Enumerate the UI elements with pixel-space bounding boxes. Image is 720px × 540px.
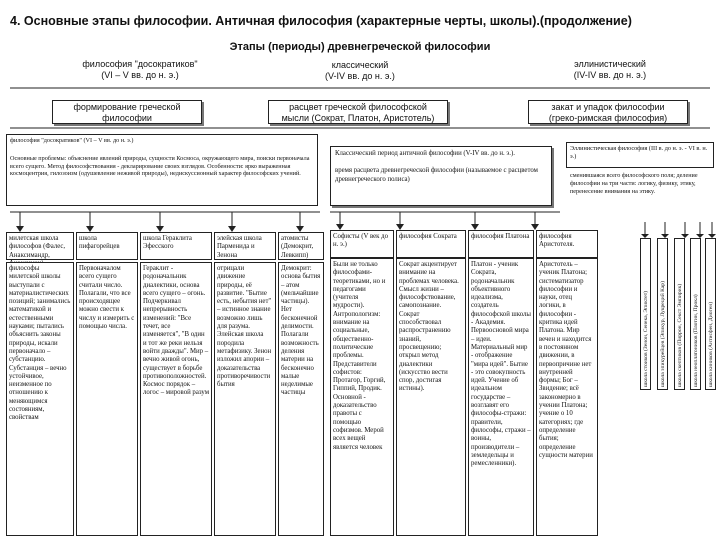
classic-name-sophists: Софисты (V век до н. э.)	[330, 230, 394, 258]
school-desc-eleatics: отрицали движение природы, её развитие. "Бытие есть, небытия нет" – истинное знание возможно лишь для разума. Элейская школа породила метафизику. Зенон изложил апории – доказательства противоречивости бытия	[214, 262, 276, 536]
hellenistic-school-2	[657, 238, 668, 390]
classic-heading: Классический период античной философии (V-IV вв. до н. э.).	[335, 150, 515, 157]
classic-desc-sophists: Были не только философами-теоретиками, но и педагогами (учителя мудрости). Антропологизм: внимание на социальные, общественно-политические проблемы. Представители софистов: Протагор, Горгий, Гиппий, Продик. Основной - доказательство правоты с помощью софизмов. Мерой всех вещей является человек	[330, 258, 394, 536]
presocratic-text: Основные проблемы: объяснение явлений природы, сущности Космоса, окружающего мира, поиски первоначала всего сущего. Метод философствования - декларирование своих взглядов. Особенности: ярко выраженная космоцентрия, гилозоизм (одушевление неживой природы), недискуссионный характер философских учений.	[10, 154, 310, 178]
hellenistic-school-1	[640, 238, 651, 390]
classic-desc-plato: Платон - ученик Сократа, родоначальник объективного идеализма, создатель философской школы - Академия. Первоосновой мира – идеи. Материальный мир - отображение "мира идей". Бытие - это совокупность идей. Учение об идеальном государстве – возглавят его философы-стражи: правители, философы, стражи – воины, производители – земледельцы и ремесленники).	[468, 258, 534, 536]
page-subtitle: Этапы (периоды) древнегреческой философии	[229, 41, 491, 53]
hellenistic-heading: Эллинистическая философия (III в. до н. э. - VI в. н. э.)	[570, 145, 708, 160]
period-hellenistic: эллинистический (IV-IV вв. до н. э.)	[573, 59, 647, 80]
classic-desc-aristotle: Аристотель – ученик Платона; систематизатор философии и науки, отец логики, в философии - критика идей Платона. Мир вечен и находится в постоянном движении, в первопричине нет внутренней формы; Бог – Звидение; всё закономерно в учении Платона; учение о 10 категориях; где определение бытия; определение сущности материи	[536, 258, 598, 536]
stage-formation: формирование греческой философии	[52, 100, 202, 124]
hellenistic-school-5	[705, 238, 716, 390]
classic-desc-socrates: Сократ акцентирует внимание на проблемах человека. Смысл жизни – философствование, самопознание. Сократ способствовал распространению знаний, просвещению; открыл метод диалектики (искусство вести спор, достигая истины).	[396, 258, 466, 536]
classic-name-socrates: философия Сократа	[396, 230, 466, 258]
hellenistic-school-5-label: школа киников (Антисфен, Диоген)	[708, 301, 714, 387]
period-presocratic: философия "досократиков" (VI – V вв. до н. э.)	[82, 59, 198, 80]
school-desc-heraclitus: Гераклит - родоначальник диалектики, основа всего сущего – огонь. Подчеркивал непрерывность изменений: "Все течет, все изменяется", "В один и тот же реки нельзя войти дважды". Мир – вечно живой огонь, существует в борьбе противоположностей. Космос порядок – логос – мировой разум	[140, 262, 212, 536]
classic-box	[330, 146, 552, 206]
presocratic-heading: философия "досократиков" (VI – V вв. до н. э.)	[10, 137, 134, 144]
hellenistic-heading-box	[566, 142, 714, 168]
school-desc-pythagoreans: Первоначалом всего сущего считали число. Полагали, что все происходящее можно свести к числу и измерить с помощью числа.	[76, 262, 138, 536]
stage-flourish: расцвет греческой философской мысли (Сократ, Платон, Аристотель)	[268, 100, 448, 124]
classic-name-aristotle: философия Аристотеля.	[536, 230, 598, 258]
hellenistic-school-4	[690, 238, 701, 390]
school-desc-atomists: Демокрит: основа бытия – атом (мельчайшие частицы). Нет бесконечной делимости. Полагали возможность деления материи на бесконечно малые неделимые частицы	[278, 262, 324, 536]
school-name-pythagoreans: школа пифагорейцев	[76, 232, 138, 260]
school-name-atomists: атомисты (Демокрит, Левкипп)	[278, 232, 324, 260]
hellenistic-school-3-label: школа скептиков (Пиррон, Секст Эмпирик)	[677, 283, 683, 387]
hellenistic-school-1-label: школа стоиков (Зенон, Сенека, Эпиктет)	[643, 290, 649, 387]
classic-text: время расцвета древнегреческой философии (называемое с расцветом древнегреческого полиса)	[335, 167, 538, 183]
page-title: 4. Основные этапы философии. Античная философия (характерные черты, школы).(продолжение)	[10, 14, 632, 28]
stage-decline: закат и упадок философии (греко-римская философия)	[528, 100, 688, 124]
hellenistic-school-3	[674, 238, 685, 390]
classic-name-plato: философия Платона	[468, 230, 534, 258]
presocratic-box	[6, 134, 318, 206]
school-name-miletus: милетская школа философов (Фалес, Анаксимандр,	[6, 232, 74, 260]
hellenistic-text: сменившаяся всего философского поля; деление философии на три части: логику, физику, этику, перенесение внимания на этику.	[570, 172, 698, 195]
hellenistic-school-2-label: школа эпикурейцев (Эпикур, Лукреций Кар)	[660, 281, 666, 387]
school-name-heraclitus: школа Гераклита Эфесского	[140, 232, 212, 260]
hellenistic-school-4-label: школа неоплатоников (Плотин, Прокл)	[693, 294, 699, 387]
period-classic: классический (V-IV вв. до н. э.)	[325, 60, 395, 81]
school-name-eleatics: элейская школа Парменида и Зенона	[214, 232, 276, 260]
school-desc-miletus: философы милетской школы выступали с материалистических позиций; занимались математикой и естественными науками; пытались объяснить законы природы, искали первоначало – субстанцию. Субстанция – вечно устойчивое, неизменное по отношению к меняющимся состояниям, свойствам	[6, 262, 74, 536]
